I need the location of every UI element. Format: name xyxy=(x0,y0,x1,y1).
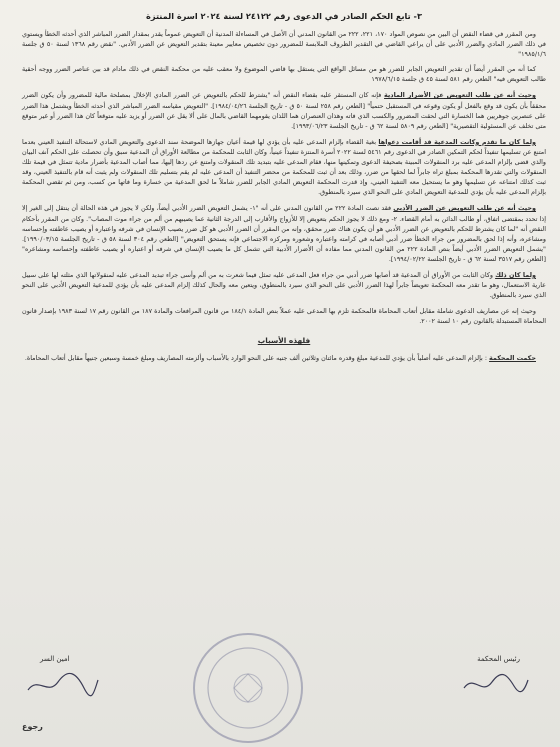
verdict-text: : بإلزام المدعى عليه أصلياً بأن يؤدي للمدعية مبلغ وقدره مائتان وثلاثين ألف جنيه على النحو الوارد بالأسباب وألزمته المصاريف ومبلغ خمسة وسبعين جنيهاً مقابل أتعاب المحاماة. xyxy=(24,353,487,362)
paragraph: ومن المقرر في قضاء النقض أن البين من نصوص المواد ١٧٠، ٢٢١، ٢٢٢ من القانون المدني أن الأصل في المساءلة المدنية أن التعويض عموماً يقدر بمقدار الضرر المباشر الذي أحدثه الخطأ ويستوي في ذلك الضرر المادي والضرر الأدبي على أن يراعي القاضي في التقدير الظروف الملابسة للمضرور دون تخصيص معايير معينة بتقدير التعويض عن الضرر الأدبي. "نقض رقم ١٣٦٨ لسنة ٥٠ ق جلسة ١٩٨٥/١/٦" xyxy=(22,30,546,59)
document-body xyxy=(22,10,546,369)
section-body: فإنه كان المستقر عليه بقضاء النقض أنه "يشترط للحكم بالتعويض عن الضرر المادي الإخلال بمصلحة مالية للمضرور وأن يكون الضرر محققاً بأن يكون قد وقع بالفعل أو يكون وقوعه في المستقبل حتمياً" [الطعن رقم ٢٥٨ لسنة ٥٠ ق - تاريخ الجلسة ١٩٨٤/٠٤/٢٦]. "التعويض مقياسه الضرر المباشر الذي أحدثه الخطأ ويشتمل هذا الضرر على عنصرين جوهريين هما الخسارة التي لحقت المضرور والكسب الذي فاته وهذان العنصران هما اللذان يقومهما القاضي بالمال على ألا يقل عن الضرر أو يزيد عليه متوقعاً كان هذا الضرر أو غير متوقع متى تخلف عن المسئولية التقصيرية" [الطعن رقم ٥٨٠٩ لسنة ٦٢ ق - تاريخ الجلسة ١٩٩٣/٠٦/٢٣]. xyxy=(22,91,546,130)
president-label: رئيس المحكمة xyxy=(477,655,520,663)
section-facts xyxy=(22,137,546,198)
section-title: وحيث أنه عن طلب التعويض عن الأضرار المادية xyxy=(384,91,536,100)
signature-block xyxy=(40,655,520,695)
section-body: وحيث إنه عن مصاريف الدعوى شاملة مقابل أتعاب المحاماة فالمحكمة تلزم بها المدعى عليه عملاً بنص المادة ١٨٤/١ من قانون المرافعات والمادة ١٨٧ من القانون رقم ١٧ لسنة ١٩٨٣ بإصدار قانون المحاماة المستبدلة بالقانون رقم ١٠ لسنة ٢٠٠٢. xyxy=(22,307,546,326)
section-body: بغية القضاء بإلزام المدعى عليه بأن يؤدي لها قيمة أعيان جهازها الموضحة سند الدعوى والتعويض المادي لاستحالة التنفيذ العيني بعدما امتنع عن تسليمها تنفيذاً لحكم التمكين الصادر في الدعوى رقم ٥٤٦١ لسنة ٢٠٢٢ أسرة المنتزة تنفيذاً عينياً، وكان الثابت للمحكمة من مطالعة الأوراق أن المدعية سبق وأن تحصلت على الحكم آنف البيان والذي قضى بإلزام المدعى عليه برد المنقولات المبينة بصحيفة الدعوى وتمكينها منها، فقام المدعى عليه بتبديد تلك المنقولات وامتنع عن ردها إليها، مما أصاب المدعية بأضرار مادية تتمثل في قيمة تلك المنقولات والتي تقدرها المحكمة بمبلغ تراه جابراً لما لحقها من ضرر، وذلك بعد أن ثبت للمحكمة من محضر التنفيذ أن المدعى عليه لم يقم بتسليم تلك المنقولات ولم يثبت أنه قام بالتنفيذ العيني، وقد ثبت كذلك امتناعه عن تسليمها وهو ما يستحيل معه التنفيذ العيني، وإذ قدرت المحكمة التعويض المادي الجابر للضرر شاملاً ما لحق المدعية من خسارة وما فاتها من كسب، ومن ثم تقضي المحكمة بإلزام المدعى عليه بأن يؤدي للمدعية التعويض المادي على النحو الذي سيرد بالمنطوق. xyxy=(22,137,546,197)
section-material-damages xyxy=(22,90,546,130)
secretary-label: امين السر xyxy=(40,655,70,663)
section-costs xyxy=(22,306,546,326)
verdict xyxy=(22,353,546,363)
section-title: ولما كان ما تقدم وكانت المدعية قد أقامت دعواها xyxy=(378,137,536,146)
president-signature xyxy=(477,655,520,663)
section-title: وحيث أنه عن طلب التعويض عن الضرر الأدبي xyxy=(393,204,536,213)
footer-word: رجوع xyxy=(22,722,43,731)
document-header: ٣- تابع الحكم الصادر في الدعوى رقم ٢٤١٢٢ لسنة ٢٠٢٤ اسرة المنتزة xyxy=(146,11,422,21)
section-title: ولما كان ذلك xyxy=(495,270,536,279)
secretary-signature-scrawl-icon xyxy=(22,668,102,700)
reasons-heading: فلهذه الأسباب xyxy=(257,336,311,346)
secretary-signature xyxy=(40,655,70,663)
paragraph: كما أنه من المقرر أيضاً أن تقدير التعويض الجابر للضرر هو من مسائل الواقع التي يستقل بها قاضي الموضوع ولا معقب عليه من محكمة النقض في ذلك مادام قد بين عناصر الضرر ووجه أحقية طالب التعويض فيه" الطعن رقم ٥٨١ لسنة ٤٥ ق جلسة ١٩٧٨/٦/١٥ xyxy=(22,65,546,84)
section-moral-damages xyxy=(22,203,546,264)
verdict-lead: حكمت المحكمة xyxy=(489,353,536,362)
president-signature-scrawl-icon xyxy=(460,670,530,698)
section-body: فقد نصت المادة ٢٢٢ من القانون المدني على أنه "١- يشمل التعويض الضرر الأدبي أيضاً، ولكن لا يجوز في هذه الحالة أن ينتقل إلى الغير إلا إذا تحدد بمقتضى اتفاق، أو طالب الدائن به أمام القضاء. ٢- ومع ذلك لا يجوز الحكم بتعويض إلا للأزواج والأقارب إلى الدرجة الثانية عما يصيبهم من ألم من جراء موت المصاب". وكان من المقرر بأحكام النقض أنه "لما كان يشترط للحكم بالتعويض عن الضرر الأدبي هو أن يكون هناك ضرر محقق، وإنه من المقرر أن الضرر الأدبي هو كل ضرر يصيب الإنسان في شرفه واعتباره أو يصيب عاطفته وإحساسه ومشاعره، وأنه إذا لحق بالمضرور من جراء الخطأ ضرر أدبي أصابه في كرامته واعتباره وشعوره ومركزه الاجتماعي فإنه يستحق التعويض" [الطعن رقم ٣٠٤ لسنة ٥٨ ق - تاريخ الجلسة ١٩٩٠/٠٣/١٥]. "يشمل التعويض الضرر الأدبي أيضاً بنص المادة ٢٢٢ من القانون المدني مما مفاده أن الأضرار الأدبية التي تشمل كل ما يصيب الإنسان في شرفه أو اعتباره أو يصيب عاطفته وإحساسه ومشاعره" [الطعن رقم ٣٥١٧ لسنة ٦٢ ق - تاريخ الجلسة ١٩٩٤/٠٢/٢٢]. xyxy=(22,204,547,263)
section-conclusion xyxy=(22,270,546,300)
section-body: وكان الثابت من الأوراق أن المدعية قد أصابها ضرر أدبي من جراء فعل المدعى عليه تمثل فيما شعرت به من ألم وأسى جراء تبديد المدعى عليه لمنقولاتها الذي مثلته لها على سبيل عارية الاستعمال، وهو ما تقدر معه المحكمة تعويضاً جابراً لهذا الضرر الأدبي على النحو الذي سيرد بالمنطوق، ويتعين معه والحال كذلك إلزام المدعى عليه بأن يؤدي للمدعية التعويض الأدبي على النحو الذي سيرد بالمنطوق. xyxy=(22,270,546,300)
